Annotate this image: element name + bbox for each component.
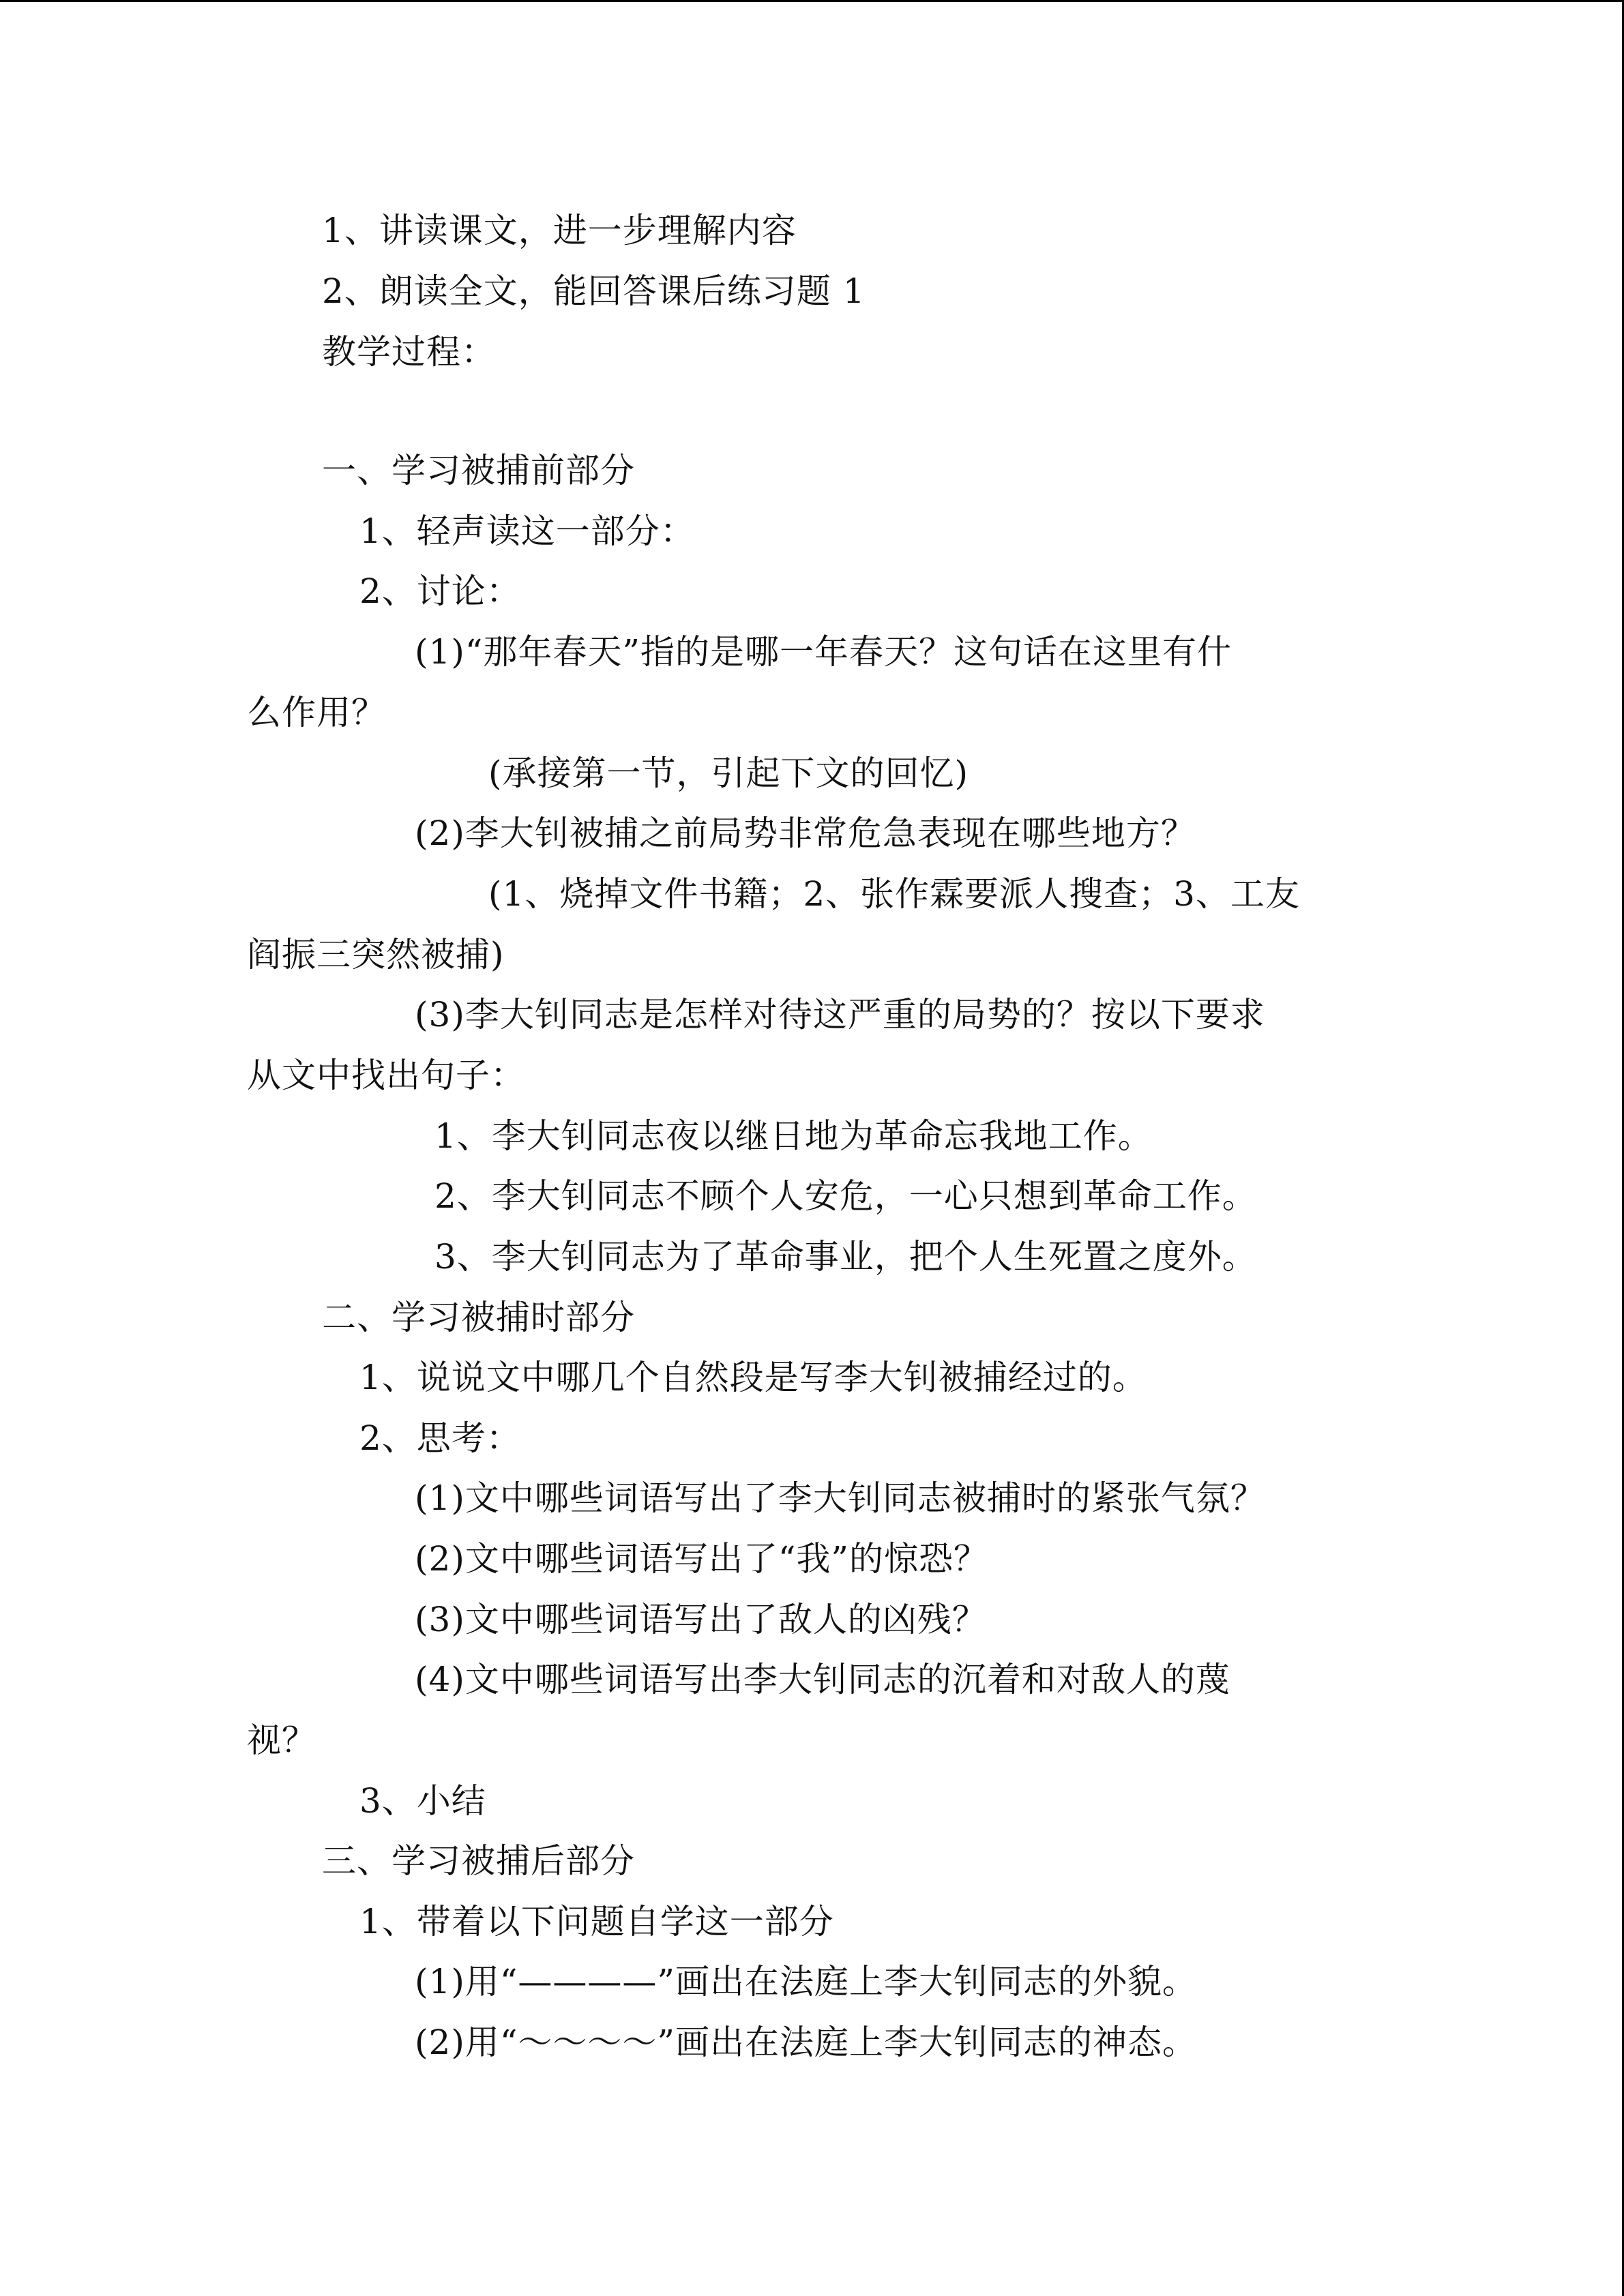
text-line: (2)李大钊被捕之前局势非常危急表现在哪些地方？: [415, 814, 1196, 853]
text-line: (1)用“————”画出在法庭上李大钊同志的外貌。: [415, 1962, 1197, 2001]
text-line: (2)文中哪些词语写出了“我”的惊恐？: [415, 1539, 988, 1579]
text-line: 2、李大钊同志不顾个人安危，一心只想到革命工作。: [434, 1176, 1257, 1216]
text-line: 1、讲读课文，进一步理解内容: [322, 211, 797, 250]
text-line: (3)文中哪些词语写出了敌人的凶残？: [415, 1600, 987, 1639]
text-line: (1)文中哪些词语写出了李大钊同志被捕时的紧张气氛？: [415, 1478, 1265, 1518]
text-line: 从文中找出句子：: [247, 1056, 525, 1095]
text-line: 视？: [247, 1720, 316, 1760]
text-line: 1、李大钊同志夜以继日地为革命忘我地工作。: [434, 1116, 1153, 1156]
text-line: (4)文中哪些词语写出李大钊同志的沉着和对敌人的蔑: [415, 1660, 1230, 1699]
text-line: 2、朗读全文，能回答课后练习题 1: [322, 271, 866, 311]
text-line: (1、烧掉文件书籍；2、张作霖要派人搜查；3、工友: [488, 874, 1300, 914]
text-line: 1、带着以下问题自学这一部分: [359, 1902, 834, 1941]
text-line: 阎振三突然被捕): [247, 935, 505, 974]
text-line: 二、学习被捕时部分: [322, 1298, 635, 1337]
text-line: 2、讨论：: [359, 571, 521, 611]
text-line: (承接第一节，引起下文的回忆): [488, 754, 969, 793]
text-line: 三、学习被捕后部分: [322, 1841, 635, 1881]
text-line: 1、轻声读这一部分：: [359, 511, 695, 551]
text-line: 1、说说文中哪几个自然段是写李大钊被捕经过的。: [359, 1358, 1147, 1397]
text-line: (3)李大钊同志是怎样对待这严重的局势的？按以下要求: [415, 995, 1265, 1034]
text-line: 一、学习被捕前部分: [322, 451, 635, 490]
text-line: 3、李大钊同志为了革命事业，把个人生死置之度外。: [434, 1237, 1257, 1277]
page-border-top: [0, 0, 1624, 2]
text-line: (2)用“～～～～”画出在法庭上李大钊同志的神态。: [415, 2023, 1197, 2062]
text-line: (1)“那年春天”指的是哪一年春天？这句话在这里有什: [415, 632, 1232, 672]
text-line: 3、小结: [359, 1781, 486, 1821]
text-line: 教学过程：: [322, 332, 496, 372]
text-line: 么作用？: [247, 693, 386, 732]
text-line: 2、思考：: [359, 1418, 521, 1458]
